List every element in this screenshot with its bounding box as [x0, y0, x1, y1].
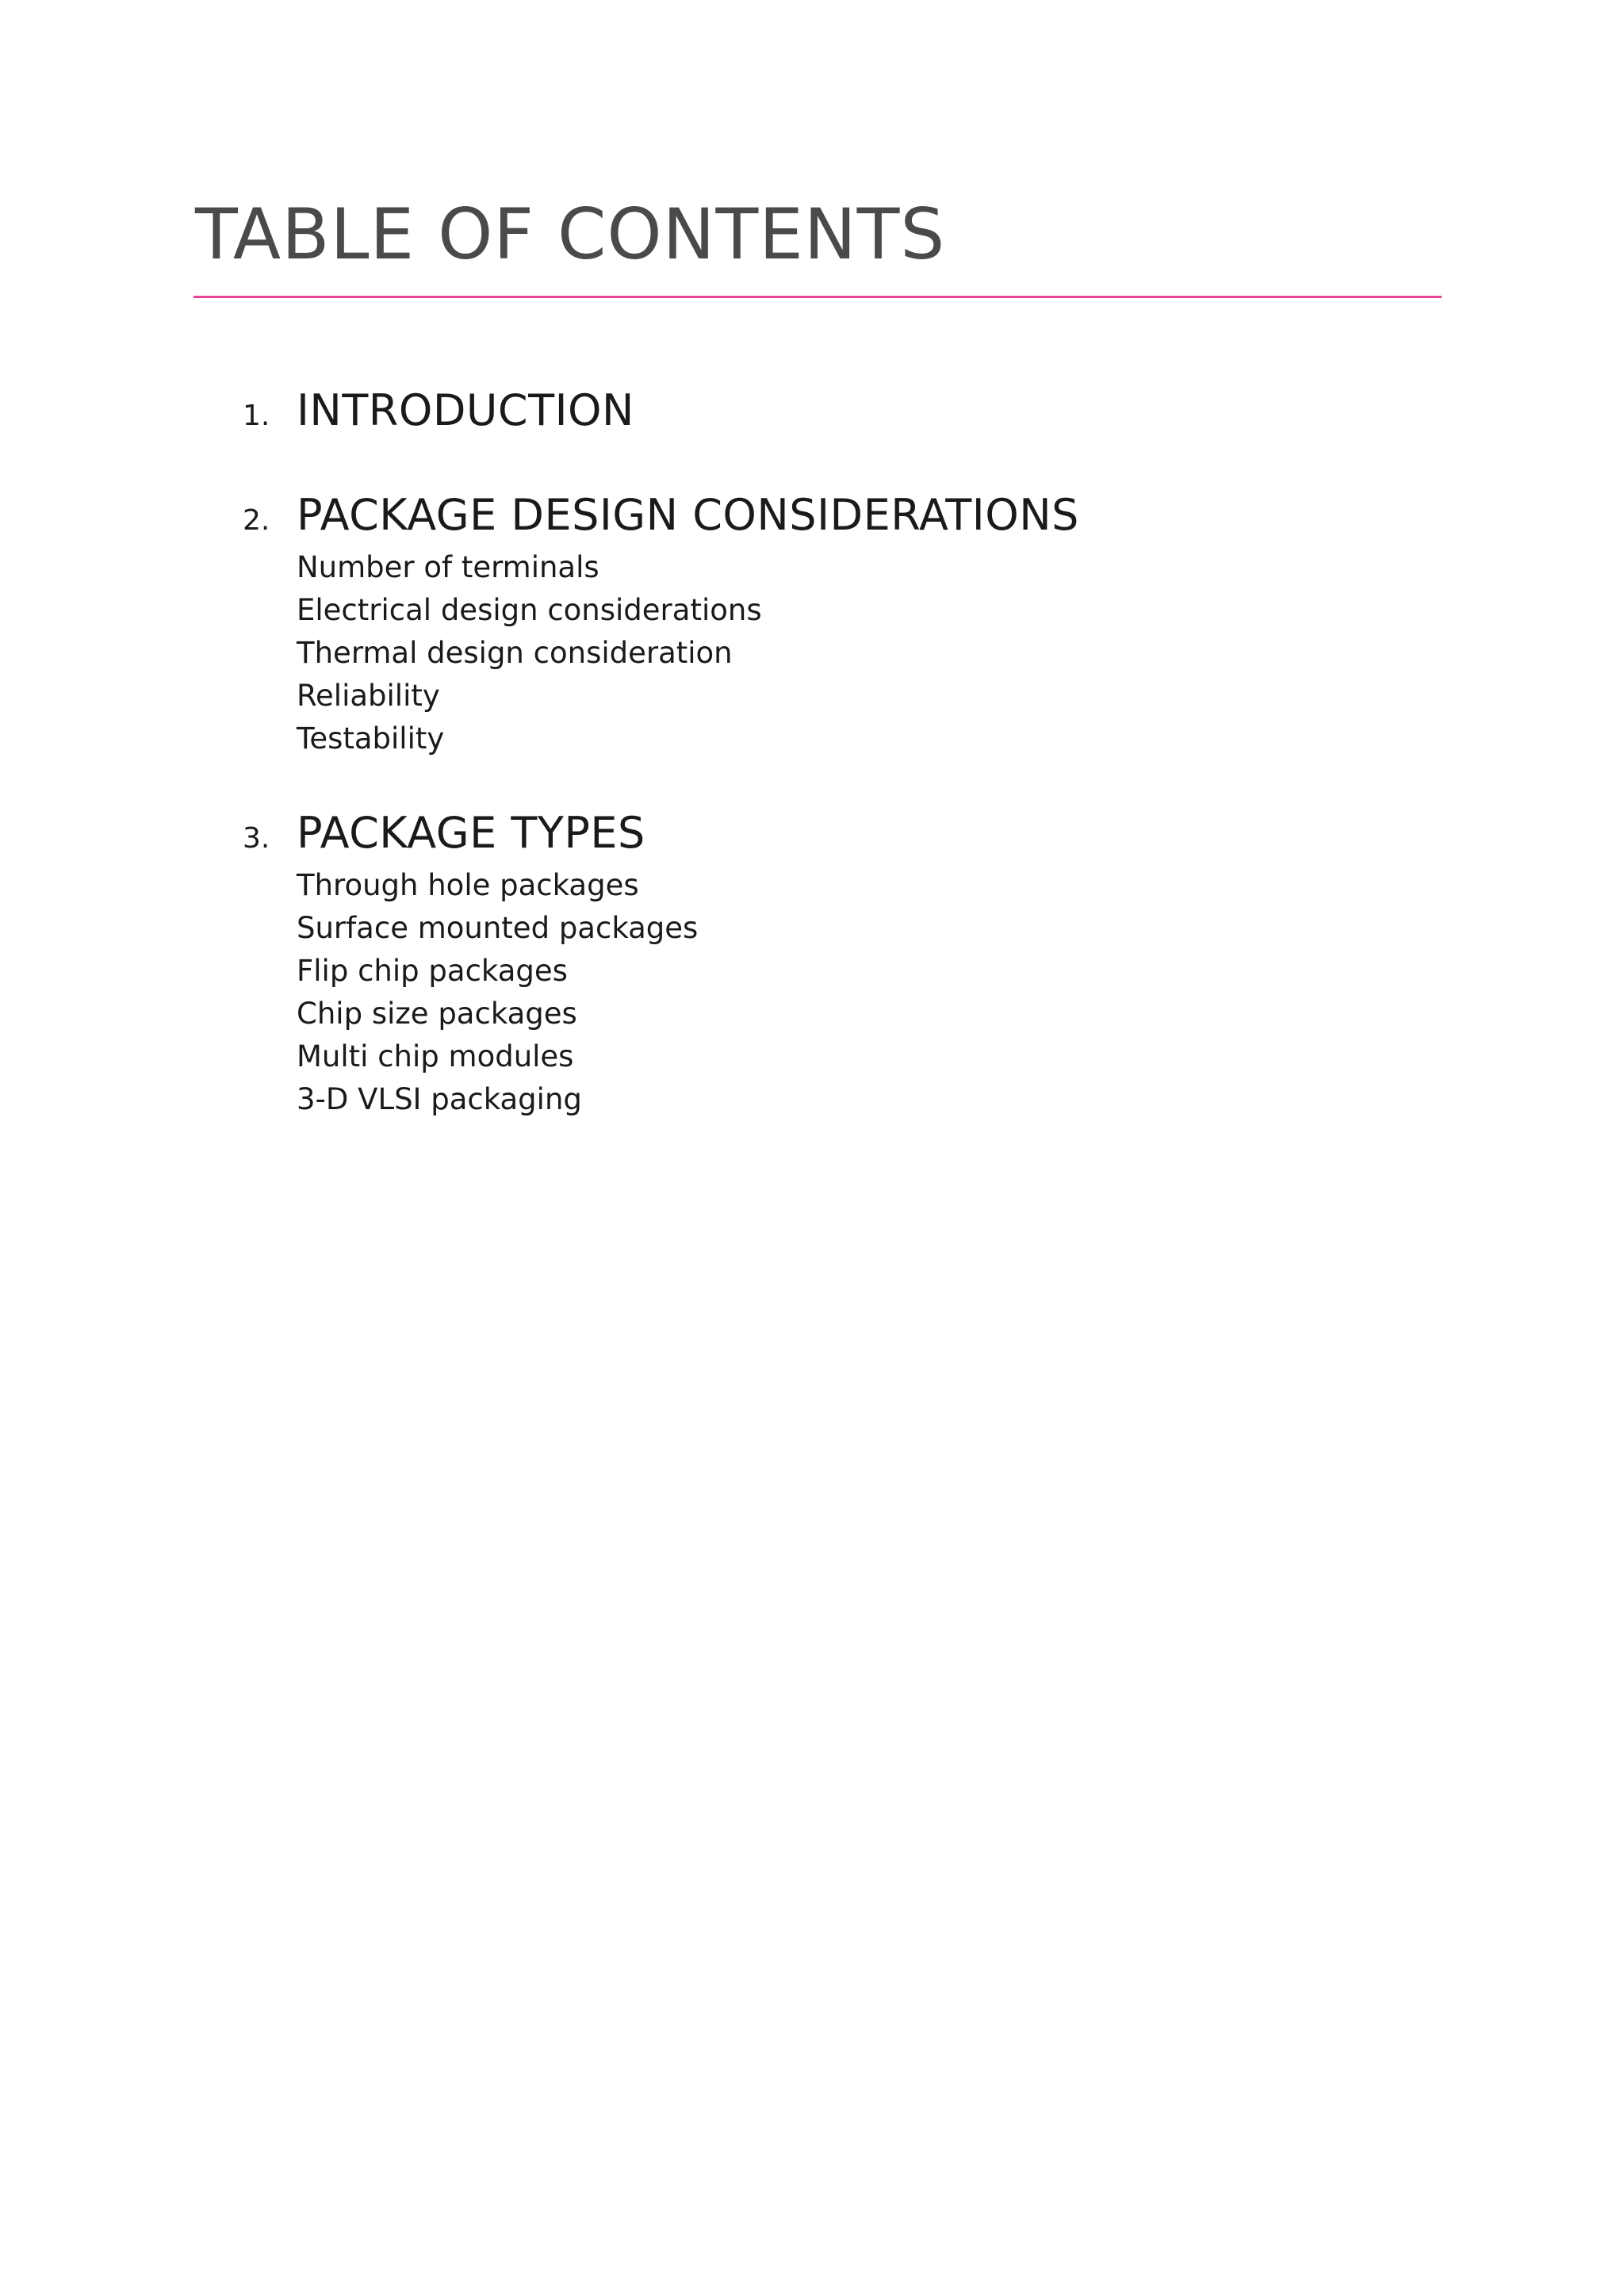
subsection-item: 3-D VLSI packaging [297, 1082, 582, 1116]
subsection-list [297, 546, 1353, 760]
section-title: PACKAGE TYPES [297, 808, 645, 858]
section-heading [243, 490, 1353, 540]
subsection-list [297, 864, 1353, 1121]
subsection-item: Chip size packages [297, 997, 577, 1031]
subsection-item: Testability [297, 721, 445, 756]
section-number: 2. [243, 504, 270, 537]
subsection-item: Number of terminals [297, 550, 599, 584]
toc-section-package-design-considerations [243, 490, 1353, 760]
toc-section-introduction [243, 385, 1353, 435]
subsection-item: Flip chip packages [297, 954, 568, 988]
section-heading [243, 385, 1353, 435]
subsection-item: Through hole packages [297, 868, 639, 902]
subsection-item: Reliability [297, 679, 440, 713]
title-divider [193, 296, 1442, 298]
subsection-item: Electrical design considerations [297, 593, 762, 627]
subsection-item: Thermal design consideration [297, 636, 733, 670]
section-heading [243, 808, 1353, 858]
subsection-item: Surface mounted packages [297, 911, 699, 945]
page-title: TABLE OF CONTENTS [195, 193, 946, 275]
section-title: INTRODUCTION [297, 385, 634, 435]
section-number: 3. [243, 822, 270, 855]
subsection-item: Multi chip modules [297, 1039, 574, 1073]
section-title: PACKAGE DESIGN CONSIDERATIONS [297, 490, 1079, 540]
toc-section-package-types [243, 808, 1353, 1121]
section-number: 1. [243, 400, 270, 432]
